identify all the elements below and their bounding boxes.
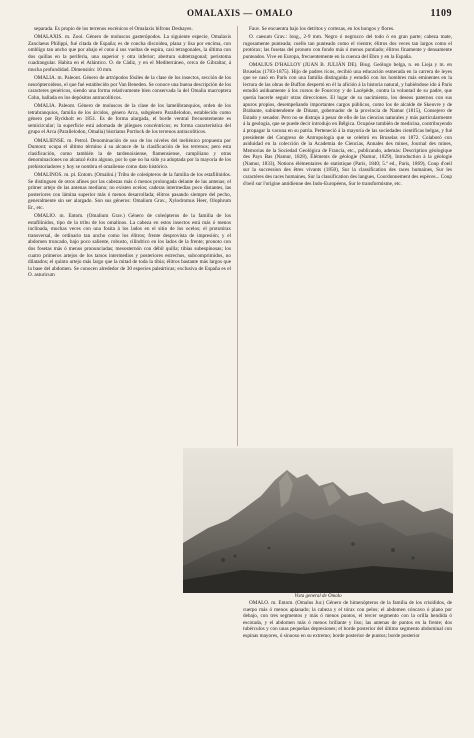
entry-omalius-dhalloy: OMALIUS D'HALLOY (JUAN B. JULIÁN DE). Biog. Geólogo belga, n. en Lieja y m. en Bruselas (1783-1875). Hijo de padres ricos, recibió una educación esmerada en la carrera de leyes que se casó en París con una familia distinguida y estudió con los hombres más eminentes en la lectura de las obras de Buffon despertó en él la afición á la historia natural, y habiéndose ido á París estudió asiduamente á los cursos de Fourcroy y de Lacépède, contra la voluntad de su padre, que quería hacerle seguir otras direcciones. El lugar de su nacimiento, los deseos paternos con sus apuros propios, desempeñando importantes cargos públicos, como los de alcalde de Skeuvre y de Brabante, subintendente de Dinant, gobernador de la provincia de Namur (1815), Consejero de Estado y senador. Pero no se distrajo á pesar de ello de las ciencias naturales y más particularmente á la geología, que se puede decir introdujo en Bélgica. Ocupóse también de medicina, contribuyendo á propagar la vacuna en su patria. Perteneció á la mayoría de las sociedades científicas belgas, y fué presidente del Congreso de Antropología que se celebró en Bruselas en 1872. Colaboró con asiduidad en la colección de la Academia de Ciencias, Annales des mines, Journal des mines, Memorias de la Sociedad Geológica de Francia, etc., publicando, además: Description géologique des Pays Bas (Namur, 1828), Éléments de géologie (Namur, 1829), Introduction à la géologie (Namur, 1833), Notions élémentaires de statistique (París, 1840; 5.ª ed., París, 1869), Coup d'oeil sur la succession des êtres vivants (1850), Sur la classification des races humaines, Sur les caractères des races humaines, Sur la classification des langues, Coordonnement des espèces... Coup d'oeil sur l'origine antidienne des Indo-Européens, Sur le transformisme, etc. (243, 61, 452, 187)
running-title: OMALAXIS — OMALO (186, 8, 293, 18)
mountain-landscape-image (183, 448, 453, 593)
entry-paragraph: separada. Es propio de los terrenos eocénicos el Omalaxis bifrons Deshayes. (34, 26, 193, 32)
entry-o-caesum: O. caesum Grav.: long., 2-9 mm. Negro ó negruzco del todo ó en gran parte; cabeza mate, rugosamente punteada; cuello tan punteado como el vientre; élitros dos veces tan largos como el protórax; las fosetas del pronoto con fondo más ó menos puntiado; élitros finamente y densamente punteados. Vive en Europa, frecuentemente en la cuenca del Ebro y en la España. (243, 34, 452, 60)
page-header (28, 8, 452, 22)
entry-omalinos: OMALINOS. m. pl. Entom. (Omalini.) Tribu de coleópteros de la familia de los estafilínidos. Se distinguen de otros afines por las cabezas más ó menos prolongada delante de las antenas; el primer artejo de las antenas mediano; no existen ocelos; caderas intermedias poco distantes, las posteriores con lámina superior más ó menos desarrollada; élitros pasando siempre del pecho, generalmente sin ser alargado. Son sus géneros: Omalium Grav., Xylodromus Heer, Olophrum Er., etc. (28, 171, 231, 211)
right-column (243, 26, 452, 446)
entry-paragraph: Fauv. Se encuentra bajo los detritos y cortezas, en los hongos y flores. (249, 26, 395, 32)
entry-omalia-moluscos: OMALIA. Paleont. Género de moluscos de la clase de los lamelibranquios, orden de los tetrabranquios, familia de los árcidos, género Arca, subgénero Parallelodon, establecido como género por Ryckholt en 1851. Es de forma alargada, el borde ventral frecuentemente es semicircular; la superficie está adornada de pliegues concéntricos; es forma característica del grupo el Arca (Parallelodon, Omalia) bistriatus Portlock de los terrenos antracolíticos. (28, 103, 231, 136)
entry-omalia-paleont: OMALIA. m. Paleont. Género de artrópodos fósiles de la clase de los insectos, sección de los neurópteroideos, el que fué establecido por Van Beneden. Se conoce una buena descripción de los caracteres genéricos, siendo una forma relativamente bien conservada la del Omalia macroptera Cohn, hallada en los depósitos antracolíticos. (28, 75, 231, 101)
entry-omaliense: OMALIENSE. m. Petrol. Denominación de uso de los niveles del meliénico propuesta por Dumont; ocupa el último término á su alcance de la clasificación de los terrenos; pero esta clasificación, como también la de tardenoisiense, flamensiense, campiliano y otras denominaciones no alcanzó éxito alguno, por lo que no ha sido ya adoptada por la mayoría de los prehistoriadores y hoy se nombra el omaliense como dato histórico. (28, 137, 231, 170)
entry-omalo: OMALO. m. Entom. (Omalus Jur.) Género de himenópteros de la familia de los crisídidos, de cuerpo más ó menos aplanado; la cabeza y el tórax con pelos; el abdomen cóncavo ó plano por debajo, con tres segmentos y más ó menos puntos, el tercer segmento con la orilla hendida ó escotada, y el abdomen más ó menos brillante y liso; las antenas de puntos en la frente; dos tubérculos y con unas pequeñas depresiones; el borde posterior del último segmento abdominal con espinas mayores, ó sinuoso en su extremo; borde posterior de puntos; borde posterior (243, 600, 452, 639)
right-column-bottom (243, 600, 452, 726)
entry-omalaxis: OMALAXIS. m. Zool. Género de moluscos gasterópodos. La siguiente especie, Omalaxis Zanclaeus Philippi, fué citada de España; es de concha discoidea, plana y lisa por encima, con ombligo tan ancho que por abajo el cono á sus vueltas de espira, casi tetragonales, la última con dos quillas en la periferia, una superior y otra inferior; abertura subtetragonal; peristoma cuadrangular. Habita en el Atlántico. O. de Cádiz, y en el Mediterráneo, cerca de Gibraltar, á mucha profundidad. Dimensión: 10 mm. (28, 34, 231, 74)
entry-omalio: OMALIO. m. Entom. (Omalium Grav.) Género de coleópteros de la familia de los estafilínidos, tipo de la tribu de los omalinos. La cabeza en estos insectos está más ó menos inclinada, muchas veces con una fosita á los lados en el sitio de los ocelos; el prototórax transversal, de ordinario tan ancho como los élitros; frente desprovista de impresión; y el abdomen truncado, bajo poco saliente, robusto, cilíndrico en los lados de la frente; pronoto con dos fosetas más ó menos pronunciadas; mesosternón con débil quilla; tibias subespinosas; los cuatro primeros artejos de los tarsos intermedios y posteriores estrechos, subcomprimidos, no dilatados; el quinto artejo más largo que la mitad de toda la tibia; élitros bastante más largos que la base del abdomen. Se conocen alrededor de 30 especies paleárticas; exclusiva de España es el O. asturicum (28, 213, 231, 279)
photo-caption: Vista general de Omalo (294, 594, 342, 599)
page-number: 1109 (430, 8, 452, 19)
column-divider (237, 26, 238, 446)
left-column (28, 26, 231, 726)
mountain-photo (183, 448, 453, 593)
